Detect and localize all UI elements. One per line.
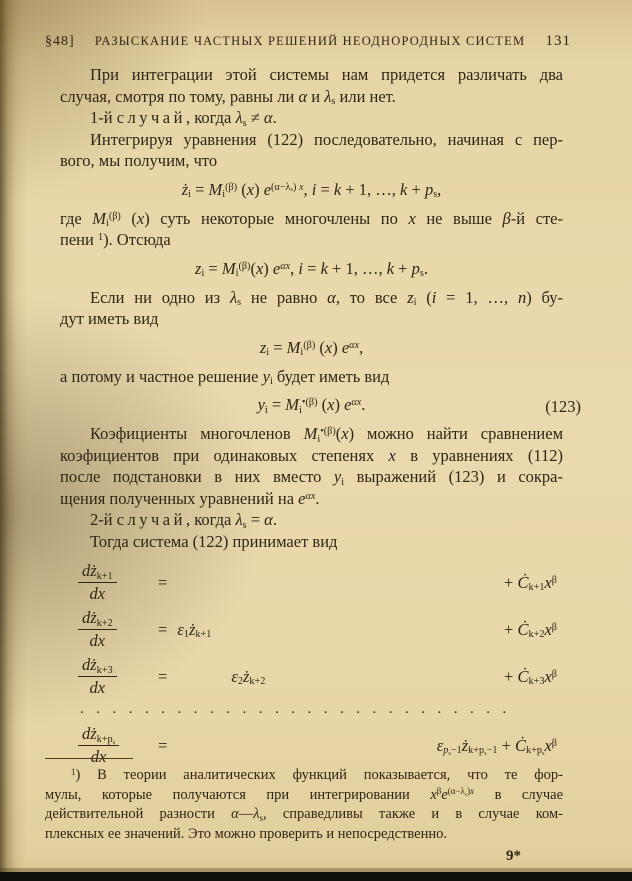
footnote-rule <box>45 758 133 759</box>
fraction-box <box>78 655 154 698</box>
paragraph-line: после подстановки в них вместо yi выражений (123) и сокра- <box>60 467 563 488</box>
footnote-line: действительной разности α—λs, справедливы также и в случае ком- <box>45 806 563 823</box>
system-mid-term: ε2żk+2 <box>231 666 266 688</box>
fraction <box>78 561 117 604</box>
paragraph-line: коэфициентов при одинаковых степенях x в уравнениях (112) <box>60 445 563 465</box>
fraction-numerator: dżk+3 <box>78 655 117 677</box>
fraction-numerator: dżk+1 <box>78 561 117 583</box>
running-header <box>45 33 571 50</box>
paragraph-line: Интегрируя уравнения (122) последовательно, начиная с пер- <box>90 129 563 149</box>
equals-sign: = <box>158 572 168 592</box>
printer-signature: 9* <box>506 848 521 864</box>
equation-number: (123) <box>545 397 581 416</box>
system-rhs-term: εps−1żk+ps−1 + Ċk+psx$^\beta$ <box>436 735 557 758</box>
fraction-denominator: dx <box>90 747 107 766</box>
equation-system <box>78 560 563 768</box>
formula-text: żi = $Mi^{(\beta)}$ (x) $e^{(\alpha-\lambda s) x}$, i = k + 1, …, k + ps, <box>181 179 442 201</box>
paragraph-line: щения полученных уравнений на $e^{\alpha x}$. <box>60 488 320 508</box>
footnote-line: $^1$) В теории аналитических функций показывается, что те фор- <box>71 766 563 783</box>
fraction <box>78 655 117 698</box>
scan-bottom-edge <box>0 872 632 881</box>
paragraph-line: случая, смотря по тому, равны ли α и λs или нет. <box>60 86 396 108</box>
paragraph-line: пени $^1$). Отсюда <box>60 230 171 249</box>
display-equation <box>60 258 563 280</box>
paragraph-line: дут иметь вид <box>60 309 159 328</box>
running-title: РАЗЫСКАНИЕ ЧАСТНЫХ РЕШЕНИЙ НЕОДНОРОДНЫХ СИСТЕМ <box>94 34 526 48</box>
fraction <box>78 608 117 651</box>
system-row-1 <box>78 560 563 605</box>
system-rhs-term: + $Ċk+1x^\beta$ <box>504 572 557 594</box>
display-equation <box>60 337 563 359</box>
system-mid-term: ε1żk+1 <box>177 619 212 641</box>
system-rhs-term: + $Ċk+3x^\beta$ <box>504 666 557 688</box>
dotted-leaders: ........................... <box>80 702 519 717</box>
formula-text: zi = $Mi^{(\beta)}(x)$ $e^{\alpha x}$, i = k + 1, …, k + ps. <box>195 258 428 280</box>
paragraph-line: Коэфициенты многочленов $Mi^{•(\beta)}(x)$ можно найти сравнением <box>90 424 564 445</box>
page-number: 131 <box>545 33 571 49</box>
footnote-block <box>45 758 564 865</box>
paragraph-line: а потому и частное решение yi будет иметь вид <box>60 366 390 388</box>
section-ref: §48] <box>45 34 75 49</box>
display-equation-numbered <box>60 394 581 416</box>
fraction-numerator: dżk+ps <box>78 724 119 746</box>
paragraph-line: Тогда система (122) принимает вид <box>90 531 338 551</box>
equals-sign: = <box>158 666 168 686</box>
page-body <box>45 33 581 770</box>
footnote-line: плексных ее значений. Это можно проверить и непосредственно. <box>45 825 447 842</box>
paragraph-line: вого, мы получим, что <box>60 151 218 170</box>
paragraph-line: 2-й случай, когда λs = α. <box>90 510 277 531</box>
fraction-numerator: dżk+2 <box>78 608 117 630</box>
equals-sign: = <box>158 735 168 755</box>
fraction-denominator: dx <box>89 584 106 603</box>
paragraph-line: 1-й случай, когда λs ≠ α. <box>90 108 277 129</box>
fraction-box <box>78 608 154 651</box>
paragraph-line: Если ни одно из λs не равно α, то все zi (i = 1, …, n) бу- <box>90 287 564 309</box>
system-row-2 <box>78 607 563 652</box>
paragraph-line: где $Mi^{(\beta)}$ (x) суть некоторые многочлены по x не выше β-й сте- <box>60 208 563 230</box>
fraction-denominator: dx <box>89 678 106 697</box>
system-rhs-term: + $Ċk+2x^\beta$ <box>504 619 557 641</box>
formula-text: yi = $Mi^{•(\beta)}$ (x) $e^{\alpha x}$. <box>257 395 366 416</box>
equals-sign: = <box>158 619 168 639</box>
display-equation <box>60 179 563 201</box>
fraction-box <box>78 561 154 604</box>
fraction-denominator: dx <box>89 631 106 650</box>
system-row-3 <box>78 654 563 699</box>
paragraph-line: При интеграции этой системы нам придется различать два <box>90 65 563 84</box>
footnote-line: мулы, которые получаются при интегрировании $x^\beta e^{(\alpha-\lambda s)x}$ в случае <box>45 786 564 803</box>
formula-text: zi = $Mi^{(\beta)}$ (x) $e^{\alpha x}$, <box>259 337 364 359</box>
